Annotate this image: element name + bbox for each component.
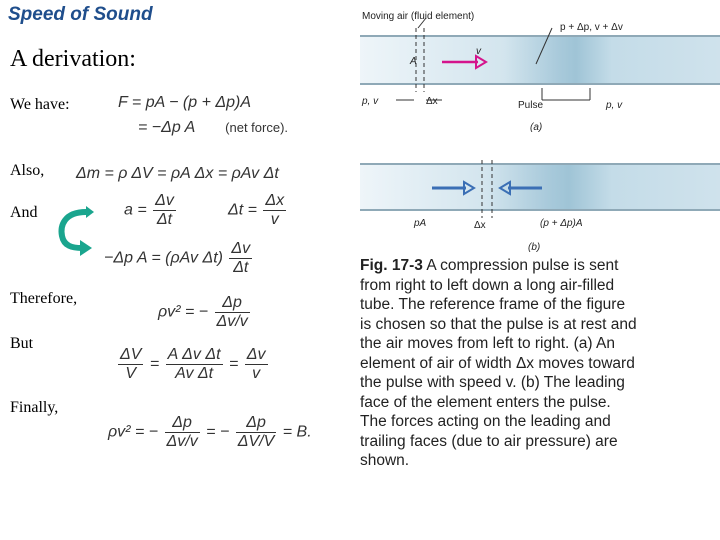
therefore-fraction bbox=[215, 294, 250, 331]
accel-num: Δv bbox=[155, 192, 174, 209]
label-and: And bbox=[10, 204, 38, 221]
label-also: Also, bbox=[10, 162, 45, 179]
figure-panel-b bbox=[356, 160, 720, 220]
accel-den: Δt bbox=[156, 211, 173, 228]
accel-lhs: a = bbox=[124, 201, 147, 219]
fig-label-pulse: Pulse bbox=[518, 100, 544, 111]
but-num-3: Δv bbox=[246, 346, 266, 363]
equation-newton bbox=[104, 240, 254, 277]
equation-dt bbox=[228, 192, 288, 229]
slide-subtitle: A derivation: bbox=[10, 46, 136, 72]
final-fraction-1 bbox=[165, 414, 200, 451]
newton-den: Δt bbox=[233, 259, 249, 276]
final-mid: = − bbox=[206, 423, 230, 441]
equation-but bbox=[116, 346, 270, 383]
dt-num: Δx bbox=[265, 192, 285, 209]
dt-fraction bbox=[263, 192, 286, 229]
final-num-1: Δp bbox=[165, 414, 200, 433]
therefore-num: Δp bbox=[215, 294, 250, 313]
but-fraction-2 bbox=[166, 346, 223, 383]
therefore-den: Δv/v bbox=[216, 313, 248, 330]
equation-accel bbox=[124, 192, 178, 229]
equation-therefore bbox=[158, 294, 252, 331]
final-fraction-2 bbox=[236, 414, 277, 451]
dt-den: v bbox=[270, 211, 279, 228]
fig-label-p-dp-A: (p + Δp)A bbox=[540, 218, 583, 229]
but-fraction-1 bbox=[118, 346, 143, 383]
dt-lhs: Δt = bbox=[228, 201, 257, 219]
newton-lhs: −Δp A = (ρAv Δt) bbox=[104, 249, 223, 267]
newton-fraction bbox=[229, 240, 252, 277]
fig-label-p-v-right: p, v bbox=[606, 100, 623, 111]
equation-final bbox=[108, 414, 312, 451]
final-den-2: ΔV/V bbox=[237, 433, 275, 450]
equation-net-force bbox=[138, 119, 288, 137]
slide-title: Speed of Sound bbox=[8, 4, 153, 25]
curved-arrow-icon bbox=[56, 206, 96, 256]
fig-label-A: A bbox=[410, 56, 417, 67]
but-num-1: ΔV bbox=[120, 346, 142, 363]
fig-label-dx-b: Δx bbox=[474, 220, 486, 231]
fig-label-panel-b: (b) bbox=[528, 242, 541, 253]
final-rhs: = B. bbox=[282, 423, 312, 441]
but-num-2: A Δv Δt bbox=[167, 346, 221, 363]
fig-label-top-right: p + Δp, v + Δv bbox=[560, 22, 623, 33]
label-finally: Finally, bbox=[10, 399, 59, 416]
equation-force: F = pA − (p + Δp)A bbox=[118, 94, 252, 111]
figure-panel-a bbox=[356, 6, 720, 140]
fig-label-panel-a: (a) bbox=[530, 122, 543, 133]
therefore-lhs: ρv² = − bbox=[158, 303, 209, 321]
fig-label-moving-air: Moving air (fluid element) bbox=[362, 11, 475, 22]
label-therefore: Therefore, bbox=[10, 290, 78, 307]
but-den-2: Av Δt bbox=[175, 365, 214, 382]
but-eq-2: = bbox=[229, 355, 239, 373]
final-lhs: ρv² = − bbox=[108, 423, 159, 441]
final-den-1: Δv/v bbox=[166, 433, 198, 450]
fig-label-v-vector: v bbox=[476, 46, 481, 57]
label-we-have: We have: bbox=[10, 96, 70, 113]
newton-num: Δv bbox=[231, 240, 251, 257]
accel-fraction bbox=[153, 192, 176, 229]
caption-fig-number: Fig. 17-3 bbox=[360, 257, 423, 274]
but-den-1: V bbox=[125, 365, 137, 382]
net-force-note: (net force). bbox=[225, 120, 289, 135]
equation-mass: Δm = ρ ΔV = ρA Δx = ρAv Δt bbox=[76, 165, 279, 182]
figure-caption bbox=[360, 256, 640, 471]
caption-text: A compression pulse is sent from right to left down a long air-filled tube. The reference frame of the figure is chosen so that the pulse is at rest and the air moves from left to right. (a) An element of air of width Δx moves toward the pulse with speed v. (b) The leading face of the element enters the pulse. The forces acting on the leading and trailing faces (due to air pressure) are shown. bbox=[360, 257, 637, 469]
but-den-3: v bbox=[252, 365, 261, 382]
label-but: But bbox=[10, 335, 34, 352]
fig-label-pA: pA bbox=[414, 218, 427, 229]
but-eq-1: = bbox=[149, 355, 160, 373]
but-fraction-3 bbox=[245, 346, 268, 383]
fig-label-dx: Δx bbox=[426, 96, 438, 107]
equation-net-force-lhs: = −Δp A bbox=[138, 119, 195, 136]
fig-label-p-v-left: p, v bbox=[362, 96, 379, 107]
final-num-2: Δp bbox=[236, 414, 277, 433]
